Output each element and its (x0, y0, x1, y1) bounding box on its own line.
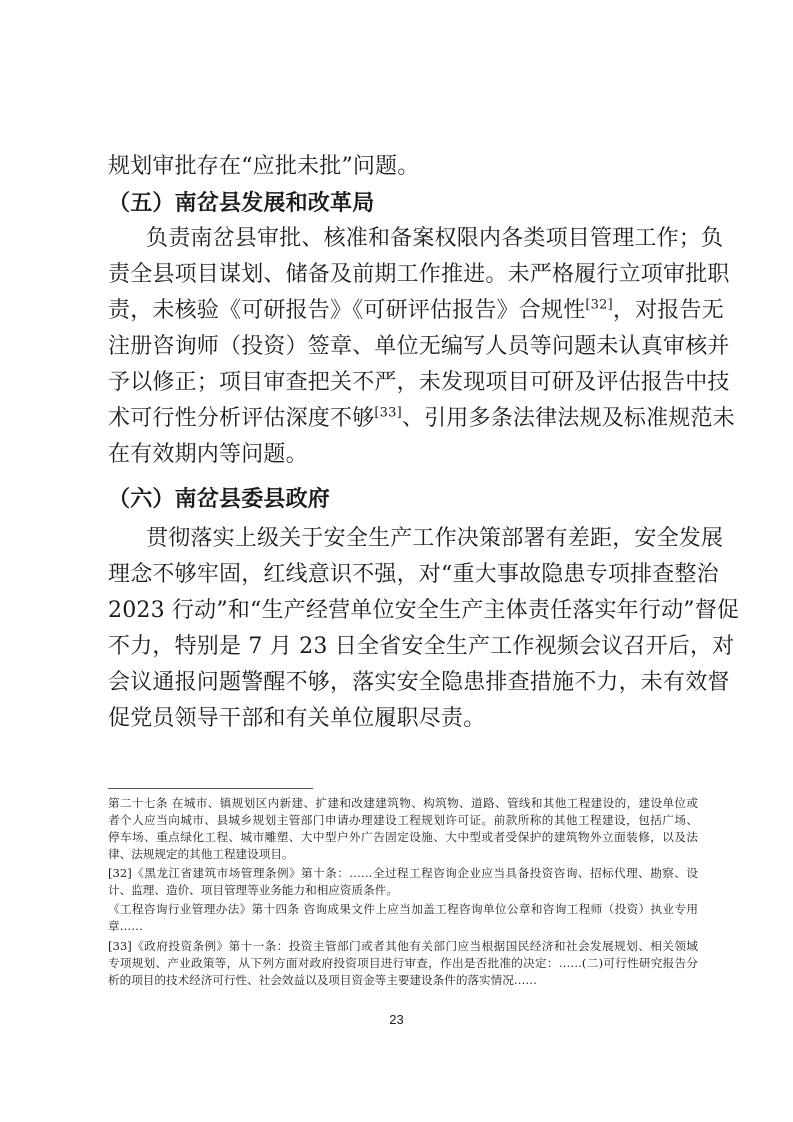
footnote-line: 停车场、重点绿化工程、城市雕塑、大中型户外广告固定设施、大中型或者受保护的建筑物外立面装修，以及法 (108, 830, 698, 844)
paragraph-line: 贯彻落实上级关于安全生产工作决策部署有差距，安全发展 (146, 526, 724, 551)
paragraph-line: 注册咨询师（投资）签章、单位无编写人员等问题未认真审核并 (108, 334, 730, 359)
section-heading-5: （五）南岔县发展和改革局 (108, 190, 375, 216)
paragraph-text: ，对报告无 (612, 298, 724, 323)
footnote-ref-32: [32] (585, 297, 613, 313)
paragraph-line: 在有效期内等问题。 (108, 442, 308, 467)
footnote-32 (108, 865, 698, 899)
footnote-line: 《工程咨询行业管理办法》第十四条 咨询成果文件上应当加盖工程咨询单位公章和咨询工程师（投资）执业专用 (108, 902, 698, 916)
paragraph-line: 负责南岔县审批、核准和备案权限内各类项目管理工作；负 (146, 226, 724, 251)
paragraph-line: 会议通报问题警醒不够，落实安全隐患排查措施不力，未有效督 (108, 670, 730, 695)
footnote-ref-33: [33] (374, 405, 402, 421)
paragraph-text: 、引用多条法律法规及标准规范未 (401, 406, 735, 431)
footnote-line: 析的项目的技术经济可行性、社会效益以及项目资金等主要建设条件的落实情况…… (108, 973, 537, 987)
footnote-line: 专项规划、产业政策等，从下列方面对政府投资项目进行审查，作出是否批准的决定：……(二)可行性研究报告分 (108, 956, 698, 970)
footnote-line: [32]《黑龙江省建筑市场管理条例》第十条：……全过程工程咨询企业应当具备投资咨询、招标代理、勘察、设 (108, 866, 698, 880)
paragraph-line: 不力，特别是 7 月 23 日全省安全生产工作视频会议召开后，对 (108, 634, 735, 659)
footnote-line: 者个人应当向城市、县城乡规划主管部门申请办理建设工程规划许可证。前款所称的其他工程建设，包括广场、 (108, 813, 698, 827)
footnote-32-continued (108, 901, 698, 935)
paragraph-line: 责全县项目谋划、储备及前期工作推进。未严格履行立项审批职 (108, 262, 730, 287)
paragraph-line (108, 293, 724, 329)
paragraph-line (108, 401, 735, 437)
body-line: 规划审批存在“应批未批”问题。 (108, 154, 420, 179)
paragraph-line: 予以修正；项目审查把关不严，未发现项目可研及评估报告中技 (108, 370, 730, 395)
footnote-line: [33]《政府投资条例》第十一条：投资主管部门或者其他有关部门应当根据国民经济和社会发展规划、相关领域 (108, 939, 698, 953)
paragraph-line: 促党员领导干部和有关单位履职尽责。 (108, 706, 486, 731)
section-heading-6: （六）南岔县委县政府 (108, 486, 331, 512)
footnote-block (108, 795, 698, 863)
footnote-33 (108, 938, 698, 989)
footnote-line: 第二十七条 在城市、镇规划区内新建、扩建和改建建筑物、构筑物、道路、管线和其他工程建设的，建设单位或 (108, 796, 698, 810)
paragraph-line: 理念不够牢固，红线意识不强，对“重大事故隐患专项排查整治 (108, 562, 719, 587)
footnote-line: 章…… (108, 919, 143, 933)
footnote-line: 律、法规规定的其他工程建设项目。 (108, 847, 294, 861)
page-number: 23 (389, 1012, 404, 1027)
paragraph-text: 责，未核验《可研报告》《可研评估报告》合规性 (108, 298, 586, 323)
footnote-line: 计、监理、造价、项目管理等业务能力和相应资质条件。 (108, 883, 398, 897)
paragraph-line: 2023 行动”和“生产经营单位安全生产主体责任落实年行动”督促 (108, 598, 740, 623)
paragraph-text: 术可行性分析评估深度不够 (108, 406, 375, 431)
footnote-separator (108, 788, 313, 789)
